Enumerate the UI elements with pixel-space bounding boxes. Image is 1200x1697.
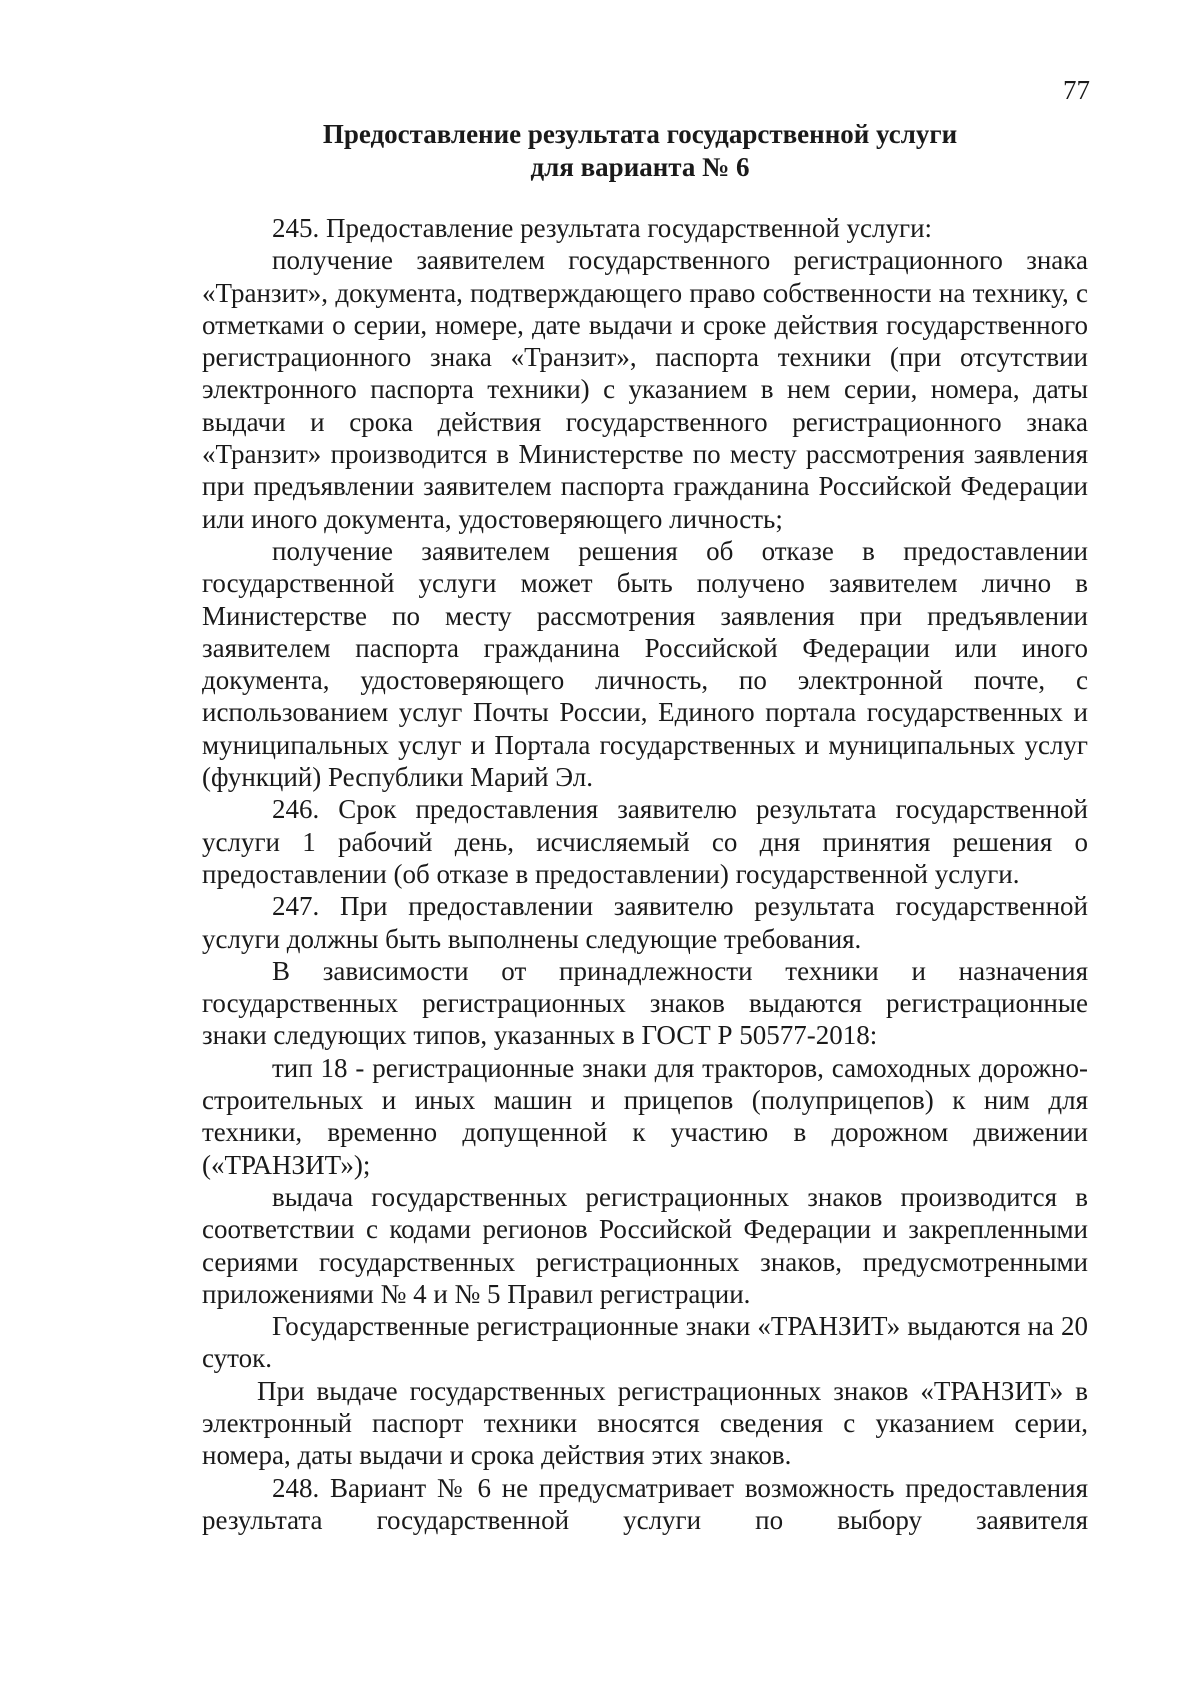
paragraph-247: 247. При предоставлении заявителю результата государственной услуги должны быть выполнены следующие требования. — [202, 891, 1088, 954]
paragraph-245: 245. Предоставление результата государственной услуги: — [272, 213, 933, 243]
paragraph-result-receipt: получение заявителем государственного регистрационного знака «Транзит», документа, подтверждающего право собственности на технику, с отметками о серии, номере, дате выдачи и сроке действия государственного регистрационного знака «Транзит», паспорта техники (при отсутствии электронного паспорта техники) с указанием в нем серии, номера, даты выдачи и срока действия государственного регистрационного знака «Транзит» производится в Министерстве по месту рассмотрения заявления при предъявлении заявителем паспорта гражданина Российской Федерации или иного документа, удостоверяющего личность; — [202, 245, 1088, 534]
section-title-line-1: Предоставление результата государственной услуги — [322, 119, 958, 149]
section-title-line-2: для варианта № 6 — [530, 152, 750, 182]
paragraph-transit-duration: Государственные регистрационные знаки «ТРАНЗИТ» выдаются на 20 суток. — [202, 1311, 1088, 1374]
paragraph-electronic-passport: При выдаче государственных регистрационных знаков «ТРАНЗИТ» в электронный паспорт техники вносятся сведения с указанием серии, номера, даты выдачи и срока действия этих знаков. — [202, 1375, 1088, 1471]
section-title — [200, 118, 1080, 184]
paragraph-248: 248. Вариант № 6 не предусматривает возможность предоставления результата государственной услуги по выбору заявителя — [202, 1472, 1088, 1535]
paragraph-plate-types: В зависимости от принадлежности техники и назначения государственных регистрационных знаков выдаются регистрационные знаки следующих типов, указанных в ГОСТ Р 50577-2018: — [202, 955, 1088, 1051]
page-number: 77 — [1063, 75, 1090, 105]
document-body — [202, 212, 1088, 1536]
paragraph-type-18: тип 18 - регистрационные знаки для тракторов, самоходных дорожно-строительных и иных машин и прицепов (полуприцепов) к ним для техники, временно допущенной к участию в дорожном движении («ТРАНЗИТ»); — [202, 1052, 1088, 1180]
paragraph-refusal-receipt: получение заявителем решения об отказе в предоставлении государственной услуги может быть получено заявителем лично в Министерстве по месту рассмотрения заявления при предъявлении заявителем паспорта гражданина Российской Федерации или иного документа, удостоверяющего личность, по электронной почте, с использованием услуг Почты России, Единого портала государственных и муниципальных услуг и Портала государственных и муниципальных услуг (функций) Республики Марий Эл. — [202, 535, 1088, 793]
paragraph-plate-issuance: выдача государственных регистрационных знаков производится в соответствии с кодами регионов Российской Федерации и закрепленными сериями государственных регистрационных знаков, предусмотренными приложениями № 4 и № 5 Правил регистрации. — [202, 1181, 1088, 1309]
paragraph-246: 246. Срок предоставления заявителю результата государственной услуги 1 рабочий день, исчисляемый со дня принятия решения о предоставлении (об отказе в предоставлении) государственной услуги. — [202, 794, 1088, 889]
